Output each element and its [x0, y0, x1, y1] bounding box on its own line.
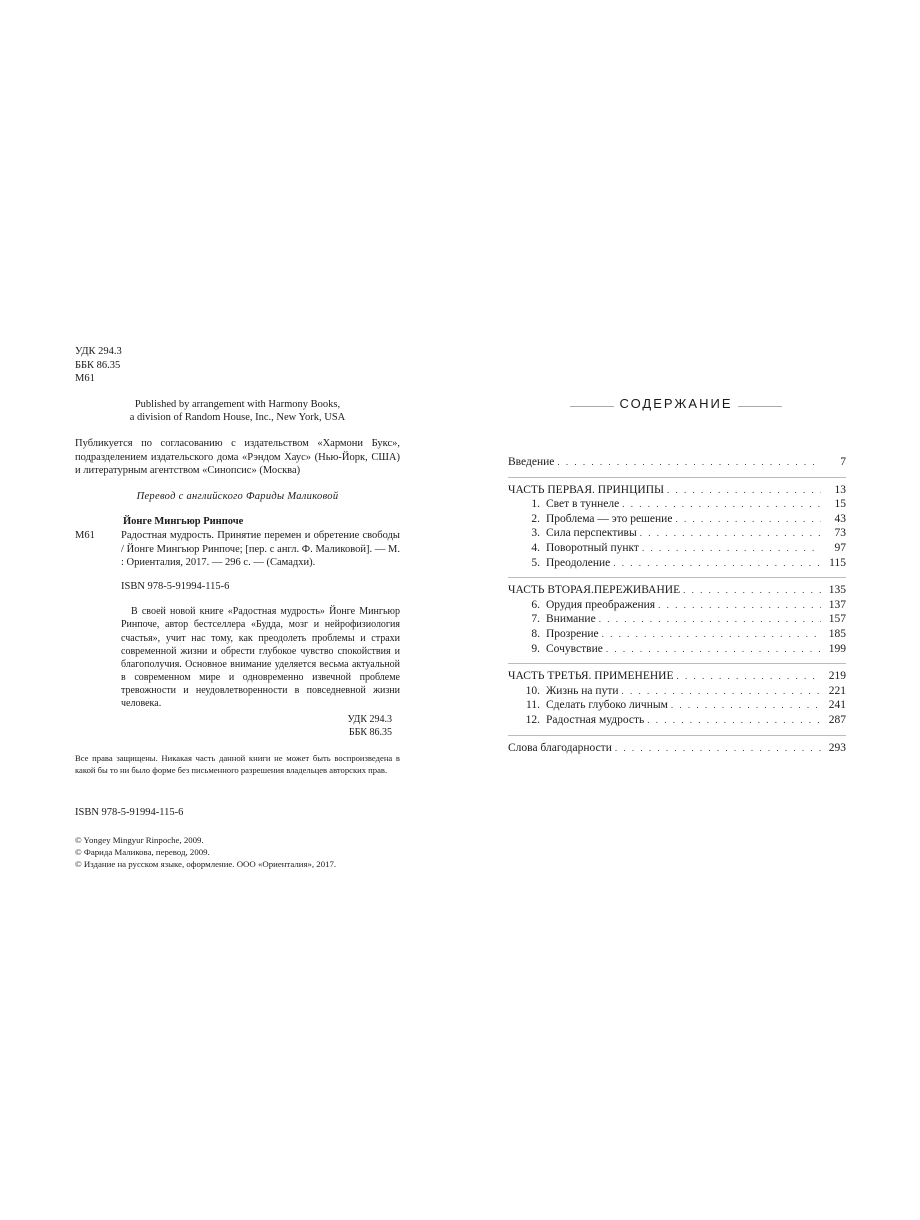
toc-entry-page: 293: [828, 741, 846, 754]
udk-code: УДК 294.3: [75, 346, 122, 357]
toc-chapter[interactable]: [508, 699, 846, 714]
toc-chapter-label: Жизнь на пути: [546, 684, 619, 697]
toc-part-heading[interactable]: [508, 670, 846, 685]
catalog-record: [75, 515, 400, 569]
toc-chapter-label: Внимание: [546, 613, 596, 626]
catalog-mark: М61: [75, 530, 95, 542]
toc-leader: [606, 644, 821, 654]
toc-chapter-number: 2.: [531, 512, 540, 525]
toc-chapter[interactable]: [508, 628, 846, 643]
toc-chapter-page: 221: [828, 684, 846, 697]
toc-entry-label: Введение: [508, 456, 555, 468]
toc-leader: [615, 743, 821, 753]
table-of-contents: [508, 456, 846, 756]
translator-credit: Перевод с английского Фариды Маликовой: [136, 490, 339, 502]
toc-chapter-label: Орудия преображения: [546, 598, 656, 611]
toc-title-text: СОДЕРЖАНИЕ: [614, 396, 737, 411]
toc-chapter-number: 8.: [531, 627, 540, 640]
toc-part-page: 219: [828, 670, 846, 683]
toc-chapter-label: Поворотный пункт: [546, 541, 639, 554]
toc-chapter[interactable]: [508, 685, 846, 700]
toc-chapter-page: 97: [834, 541, 846, 554]
toc-chapter-page: 15: [834, 498, 846, 511]
toc-leader: [602, 629, 821, 639]
toc-entry-label: Слова благодарности: [508, 741, 612, 754]
toc-outro-group: [508, 735, 846, 757]
toc-entry-acknowledgements[interactable]: [508, 742, 846, 757]
toc-chapter[interactable]: [508, 599, 846, 614]
toc-chapter[interactable]: [508, 643, 846, 658]
toc-chapter-number: 11.: [526, 699, 540, 712]
toc-leader: [642, 543, 821, 553]
toc-chapter-number: 6.: [531, 598, 540, 611]
toc-leader: [647, 715, 821, 725]
toc-chapter[interactable]: [508, 613, 846, 628]
toc-chapter-page: 73: [834, 527, 846, 540]
publisher-note-en: [75, 398, 400, 425]
toc-chapter[interactable]: [508, 498, 846, 513]
toc-chapter-page: 115: [829, 556, 846, 569]
publisher-note-en-line: Published by arrangement with Harmony Books,: [134, 398, 341, 410]
toc-leader: [622, 686, 822, 696]
author-mark: М61: [75, 373, 95, 385]
toc-chapter-number: 4.: [531, 541, 540, 554]
toc-part-3: [508, 663, 846, 728]
publisher-note-en-line: a division of Random House, Inc., New York, USA: [129, 412, 346, 424]
toc-part-label: ЧАСТЬ ВТОРАЯ.ПЕРЕЖИВАНИЕ: [508, 584, 681, 597]
toc-chapter-number: 9.: [531, 642, 540, 655]
toc-leader: [599, 614, 821, 624]
toc-chapter-label: Прозрение: [546, 627, 599, 640]
classification-codes: [75, 345, 400, 386]
publisher-note-ru: Публикуется по согласованию с издательством «Хармони Букс», подразделением издательского дома «Рэндом Хаус» (Нью-Йорк, США) и литературным агентством «Синопсис» (Москва): [75, 437, 400, 477]
copyright-lines: [75, 834, 400, 871]
toc-part-label: ЧАСТЬ ТРЕТЬЯ. ПРИМЕНЕНИЕ: [508, 670, 674, 683]
udk-code: УДК 294.3: [347, 714, 392, 726]
toc-chapter-label: Проблема — это решение: [546, 512, 673, 525]
toc-chapter[interactable]: [508, 542, 846, 557]
toc-chapter-label: Сила перспективы: [546, 527, 637, 540]
toc-chapter[interactable]: [508, 513, 846, 528]
toc-leader: [683, 585, 821, 595]
toc-leader: [667, 485, 821, 495]
isbn: ISBN 978-5-91994-115-6: [75, 807, 184, 819]
toc-leader: [671, 700, 821, 710]
toc-title: [570, 396, 782, 411]
copyright-line: © Yongey Mingyur Rinpoche, 2009.: [75, 835, 204, 846]
annotation: В своей новой книге «Радостная мудрость» Йонге Мингьюр Ринпоче, автор бестселлера «Будда, мозг и нейрофизиология счастья», учит нас тому, как преодолеть проблемы и страхи современной жизни и обрести глубокое чувство спокойствия и благополучия. Основное внимание уделяется весьма актуальной в современном мире и одновременно извечной проблеме тревожности и неудовлетворенности в повседневной жизни человека.: [121, 606, 400, 709]
copyright-line: © Фарида Маликова, перевод, 2009.: [75, 847, 210, 858]
toc-chapter-page: 199: [828, 642, 846, 655]
toc-part-heading[interactable]: [508, 584, 846, 599]
toc-chapter-number: 1.: [531, 498, 540, 511]
toc-chapter-number: 5.: [531, 556, 540, 569]
toc-leader: [640, 528, 821, 538]
toc-chapter-page: 185: [828, 627, 846, 640]
toc-leader: [557, 457, 821, 467]
toc-chapter[interactable]: [508, 527, 846, 542]
toc-entry-page: 7: [840, 456, 846, 468]
toc-chapter-number: 12.: [525, 713, 540, 726]
toc-part-heading[interactable]: [508, 484, 846, 499]
toc-chapter-page: 157: [828, 613, 846, 626]
rights-notice: Все права защищены. Никакая часть данной книги не может быть воспроизведена в какой бы то ни было форме без письменного разрешения владельцев авторских прав.: [75, 753, 400, 775]
toc-part-label: ЧАСТЬ ПЕРВАЯ. ПРИНЦИПЫ: [508, 483, 665, 496]
toc-chapter-page: 43: [834, 512, 846, 525]
toc-chapter-label: Преодоление: [546, 556, 611, 569]
toc-leader: [676, 671, 821, 681]
toc-chapter-number: 7.: [531, 613, 540, 626]
toc-chapter-number: 3.: [531, 527, 540, 540]
toc-part-1: [508, 477, 846, 572]
toc-leader: [658, 600, 821, 610]
toc-leader: [613, 558, 821, 568]
toc-part-page: 135: [828, 584, 846, 597]
toc-chapter-page: 287: [828, 713, 846, 726]
toc-chapter-label: Свет в туннеле: [546, 498, 620, 511]
toc-chapter-label: Радостная мудрость: [546, 713, 645, 726]
toc-chapter[interactable]: [508, 714, 846, 729]
bbk-code: ББК 86.35: [348, 726, 392, 738]
catalog-description: Радостная мудрость. Принятие перемен и обретение свободы / Йонге Мингьюр Ринпоче; [пер. с англ. Ф. Маликовой]. — М. : Ориенталия, 2017. — 296 с. — (Самадхи).: [121, 529, 400, 569]
classification-codes-right: [121, 714, 400, 739]
catalog-author: Йонге Мингьюр Ринпоче: [123, 516, 244, 528]
toc-chapter-number: 10.: [525, 684, 540, 697]
toc-leader: [622, 499, 821, 509]
bbk-code: ББК 86.35: [75, 359, 121, 371]
toc-chapter-label: Сделать глубоко личным: [546, 699, 668, 712]
copyright-page: [75, 345, 400, 871]
toc-part-2: [508, 577, 846, 657]
toc-leader: [675, 514, 821, 524]
toc-chapter-page: 137: [828, 598, 846, 611]
toc-chapter[interactable]: [508, 557, 846, 572]
toc-chapter-page: 241: [828, 699, 846, 712]
catalog-isbn: ISBN 978-5-91994-115-6: [121, 580, 230, 592]
copyright-line: © Издание на русском языке, оформление. ООО «Ориенталия», 2017.: [75, 859, 337, 870]
toc-entry-intro[interactable]: [508, 456, 846, 471]
toc-part-page: 13: [834, 483, 846, 496]
toc-chapter-label: Сочувствие: [546, 642, 603, 655]
